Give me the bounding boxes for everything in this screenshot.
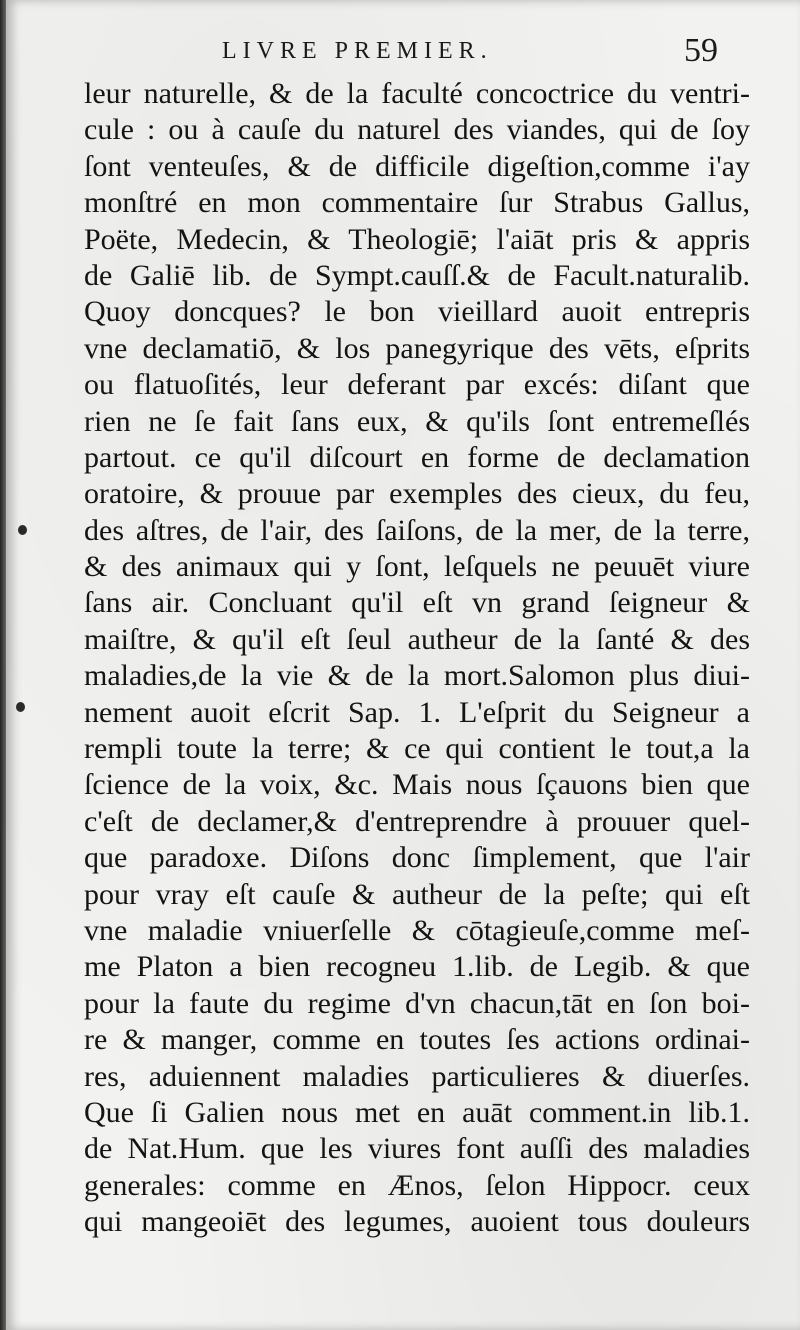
- text-line: leur naturelle, & de la faculté concoctrice du ventri-: [84, 77, 750, 110]
- page-header: [6, 34, 800, 74]
- text-line: maiſtre, & qu'il eſt ſeul autheur de la ſanté & des: [84, 622, 750, 656]
- text-line: Poëte, Medecin, & Theologiē; l'aiāt pris & appris: [84, 222, 750, 256]
- text-line: monſtré en mon commentaire ſur Strabus Gallus,: [84, 186, 750, 220]
- binding-hole-mark: [18, 525, 27, 535]
- text-line: pour la faute du regime d'vn chacun,tāt en ſon boi-: [84, 986, 750, 1020]
- binding-hole-mark: [16, 702, 25, 712]
- text-line: que paradoxe. Diſons donc ſimplement, que l'air: [84, 841, 750, 875]
- text-line: re & manger, comme en toutes ſes actions ordinai-: [84, 1023, 750, 1057]
- text-line: vne maladie vniuerſelle & cōtagieuſe,comme meſ-: [84, 913, 750, 947]
- body-text: [84, 76, 750, 1241]
- text-line: pour vray eſt cauſe & autheur de la peſte; qui eſt: [84, 877, 750, 911]
- text-line: ou flatuoſités, leur deferant par excés: diſant que: [84, 368, 750, 402]
- text-line: cule : ou à cauſe du naturel des viandes, qui de ſoy: [84, 113, 750, 147]
- text-line: des aſtres, de l'air, des ſaiſons, de la mer, de la terre,: [84, 513, 750, 547]
- text-line: vne declamatiō, & los panegyrique des vēts, eſprits: [84, 331, 750, 365]
- text-line: qui mangeoiēt des legumes, auoient tous douleurs: [84, 1205, 750, 1239]
- text-line: me Platon a bien recogneu 1.lib. de Legib. & que: [84, 950, 750, 984]
- text-line: de Galiē lib. de Sympt.cauſſ.& de Facult.naturalib.: [84, 258, 750, 292]
- text-line: & des animaux qui y ſont, leſquels ne peuuēt viure: [84, 550, 750, 584]
- text-line: partout. ce qu'il diſcourt en forme de declamation: [84, 440, 750, 474]
- text-line: ſont venteuſes, & de difficile digeſtion,comme i'ay: [84, 149, 750, 183]
- text-line: oratoire, & prouue par exemples des cieux, du feu,: [84, 477, 750, 511]
- text-line: de Nat.Hum. que les viures font auſſi des maladies: [84, 1132, 750, 1166]
- text-line: res, aduiennent maladies particulieres & diuerſes.: [84, 1059, 750, 1093]
- text-line: maladies,de la vie & de la mort.Salomon plus diui-: [84, 659, 750, 693]
- text-line: nement auoit eſcrit Sap. 1. L'eſprit du Seigneur a: [84, 695, 750, 729]
- text-line: ſans air. Concluant qu'il eſt vn grand ſeigneur &: [84, 586, 750, 620]
- book-page: [6, 0, 800, 1330]
- text-line: rien ne ſe fait ſans eux, & qu'ils ſont entremeſlés: [84, 404, 750, 438]
- text-line: ſcience de la voix, &c. Mais nous ſçauons bien que: [84, 768, 750, 802]
- text-line: c'eſt de declamer,& d'entreprendre à prouuer quel-: [84, 804, 750, 838]
- running-head: LIVRE PREMIER.: [222, 38, 493, 64]
- text-line: generales: comme en Ænos, ſelon Hippocr. ceux: [84, 1168, 750, 1202]
- text-line: Quoy doncques? le bon vieillard auoit entrepris: [84, 295, 750, 329]
- text-line: Que ſi Galien nous met en auāt comment.in lib.1.: [84, 1095, 750, 1129]
- page-number: 59: [684, 32, 718, 69]
- text-line: rempli toute la terre; & ce qui contient le tout,a la: [84, 732, 750, 766]
